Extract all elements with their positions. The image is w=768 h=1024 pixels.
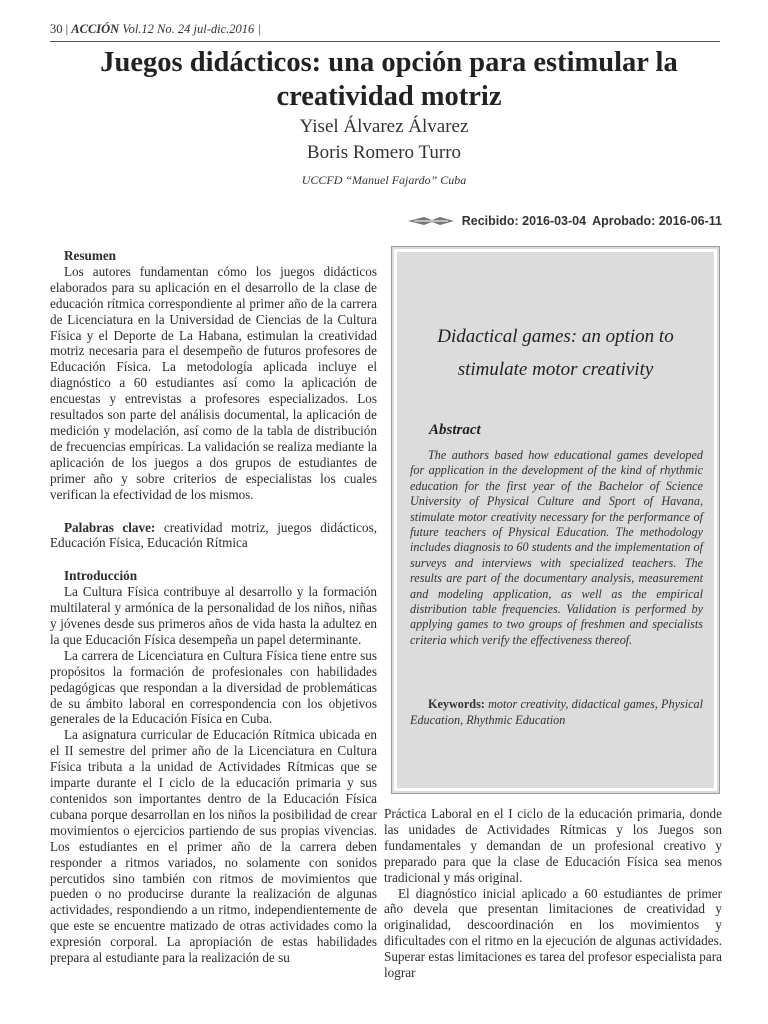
approved-date: Aprobado: 2016-06-11 <box>592 214 722 228</box>
author-1: Yisel Álvarez Álvarez <box>299 116 469 137</box>
journal-issue: Vol.12 No. 24 jul-dic.2016 | <box>122 22 261 36</box>
introduccion-heading: Introducción <box>64 568 138 584</box>
author-2: Boris Romero Turro <box>306 142 462 163</box>
intro-paragraph: La asignatura curricular de Educación Rítmica ubicada en el II semestre del primer año de la Licenciatura en Cultura Física tributa a la unidad de Actividades Rítmicas que se imparte durante el I ciclo de la educación primaria y sus contenidos son importantes dentro de la Educación Física cubana porque desarrollan en los niños la posibilidad de crear movimientos o ejercicios partiendo de sus propias vivencias. Los estudiantes en el primer año de la carrera deben responder a ritmos variados, no solamente con sonidos percutidos sino también con ritmos de movimientos que pueden o no producirse durante la realización de algunas actividades, respondiendo a un ritmo, independientemente de que este se encuentre matizado de otras actividades como la expresión corporal. La apropiación de estas habilidades prepara al estudiante para la realización de su <box>50 727 377 966</box>
intro-continued-paragraph: El diagnóstico inicial aplicado a 60 estudiantes de primer año devela que presentan limitaciones de creatividad y originalidad, descoordinación en los movimientos y dificultades con el ritmo en la ejecución de algunas actividades. Superar estas limitaciones es tarea del profesor especialista para lograr <box>384 885 722 981</box>
journal-name: ACCIÓN <box>71 22 120 36</box>
palabras-clave-text: creatividad motriz, juegos didácticos, Educación Física, Educación Rítmica <box>50 519 377 551</box>
affiliation: UCCFD “Manuel Fajardo” Cuba <box>301 173 467 187</box>
intro-paragraph: La Cultura Física contribuye al desarrollo y la formación multilateral y armónica de la personalidad de los niños, niñas y jóvenes desde sus primeros años de vida hasta la adultez en la que Educación Física desempeña un papel determinante. <box>50 584 377 647</box>
resumen-text: Los autores fundamentan cómo los juegos didácticos elaborados para su aplicación en el desarrollo de la clase de educación rítmica correspondiente al primer año de la carrera de Licenciatura en la Universidad de Ciencias de la Cultura Física y el Deporte de La Habana, estimulan la creatividad motriz necesaria para el desempeño de futuros profesores de Educación Física. La metodología aplicada incluye el diagnóstico a 60 estudiantes así como la aplicación de encuestas y entrevistas a profesores especializados. Los resultados son parte del análisis documental, la aplicación de medición y modelación, así como de la tabla de distribución de frecuencias empíricas. La validación se realiza mediante la aplicación de los juegos a dos grupos de estudiantes de primer año y sobre criterios de especialistas los cuales verifican la efectividad de los mismos. <box>50 263 377 502</box>
received-date: Recibido: 2016-03-04 <box>461 214 587 228</box>
ornament-icon <box>406 214 456 228</box>
page-number: 30 | <box>50 22 69 36</box>
header-rule <box>50 41 720 42</box>
right-column <box>384 806 722 981</box>
intro-paragraph: La carrera de Licenciatura en Cultura Física tiene entre sus propósitos la formación de profesionales con habilidades pedagógicas que respondan a la diversidad de problemáticas de su ámbito laboral en correspondencia con los objetivos generales de la Educación Física en Cuba. <box>50 647 377 727</box>
palabras-clave-label: Palabras clave: <box>64 519 156 535</box>
resumen-heading: Resumen <box>64 248 117 263</box>
left-column <box>50 248 377 966</box>
dates-line <box>406 214 722 228</box>
intro-continued-paragraph: Práctica Laboral en el I ciclo de la educación primaria, donde las unidades de Actividades Rítmicas y los Juegos son fundamentales y demandan de un profesional creativo y preparado para que la clase de Educación Física sea menos tradicional y más original. <box>384 806 722 885</box>
palabras-clave <box>50 520 377 552</box>
abstract-text: The authors based how educational games developed for application in the development of the kind of rhythmic education for the first year of the Bachelor of Science University of Physical Culture and Sport of Havana, stimulate motor creativity necessary for the performance of future teachers of Physical Education. The methodology includes diagnosis to 60 students and the implementation of surveys and interviews with specialized teachers. The results are part of the documentary analysis, measurement and modeling application, as well as the empirical distribution table frequencies. Validation is performed by applying games to two groups of freshmen and specialists criteria which verify the effectiveness thereof. <box>410 448 703 647</box>
abstract-heading: Abstract <box>429 422 481 438</box>
english-title: Didactical games: an option to stimulate motor creativity <box>437 326 674 380</box>
running-head <box>50 22 261 37</box>
keywords-text: motor creativity, didactical games, Physical Education, Rhythmic Education <box>410 697 703 727</box>
article-title: Juegos didácticos: una opción para estimular la creatividad motriz <box>100 47 678 112</box>
keywords-label: Keywords: <box>428 697 485 711</box>
abstract-keywords <box>410 696 703 728</box>
abstract-box <box>391 246 720 794</box>
